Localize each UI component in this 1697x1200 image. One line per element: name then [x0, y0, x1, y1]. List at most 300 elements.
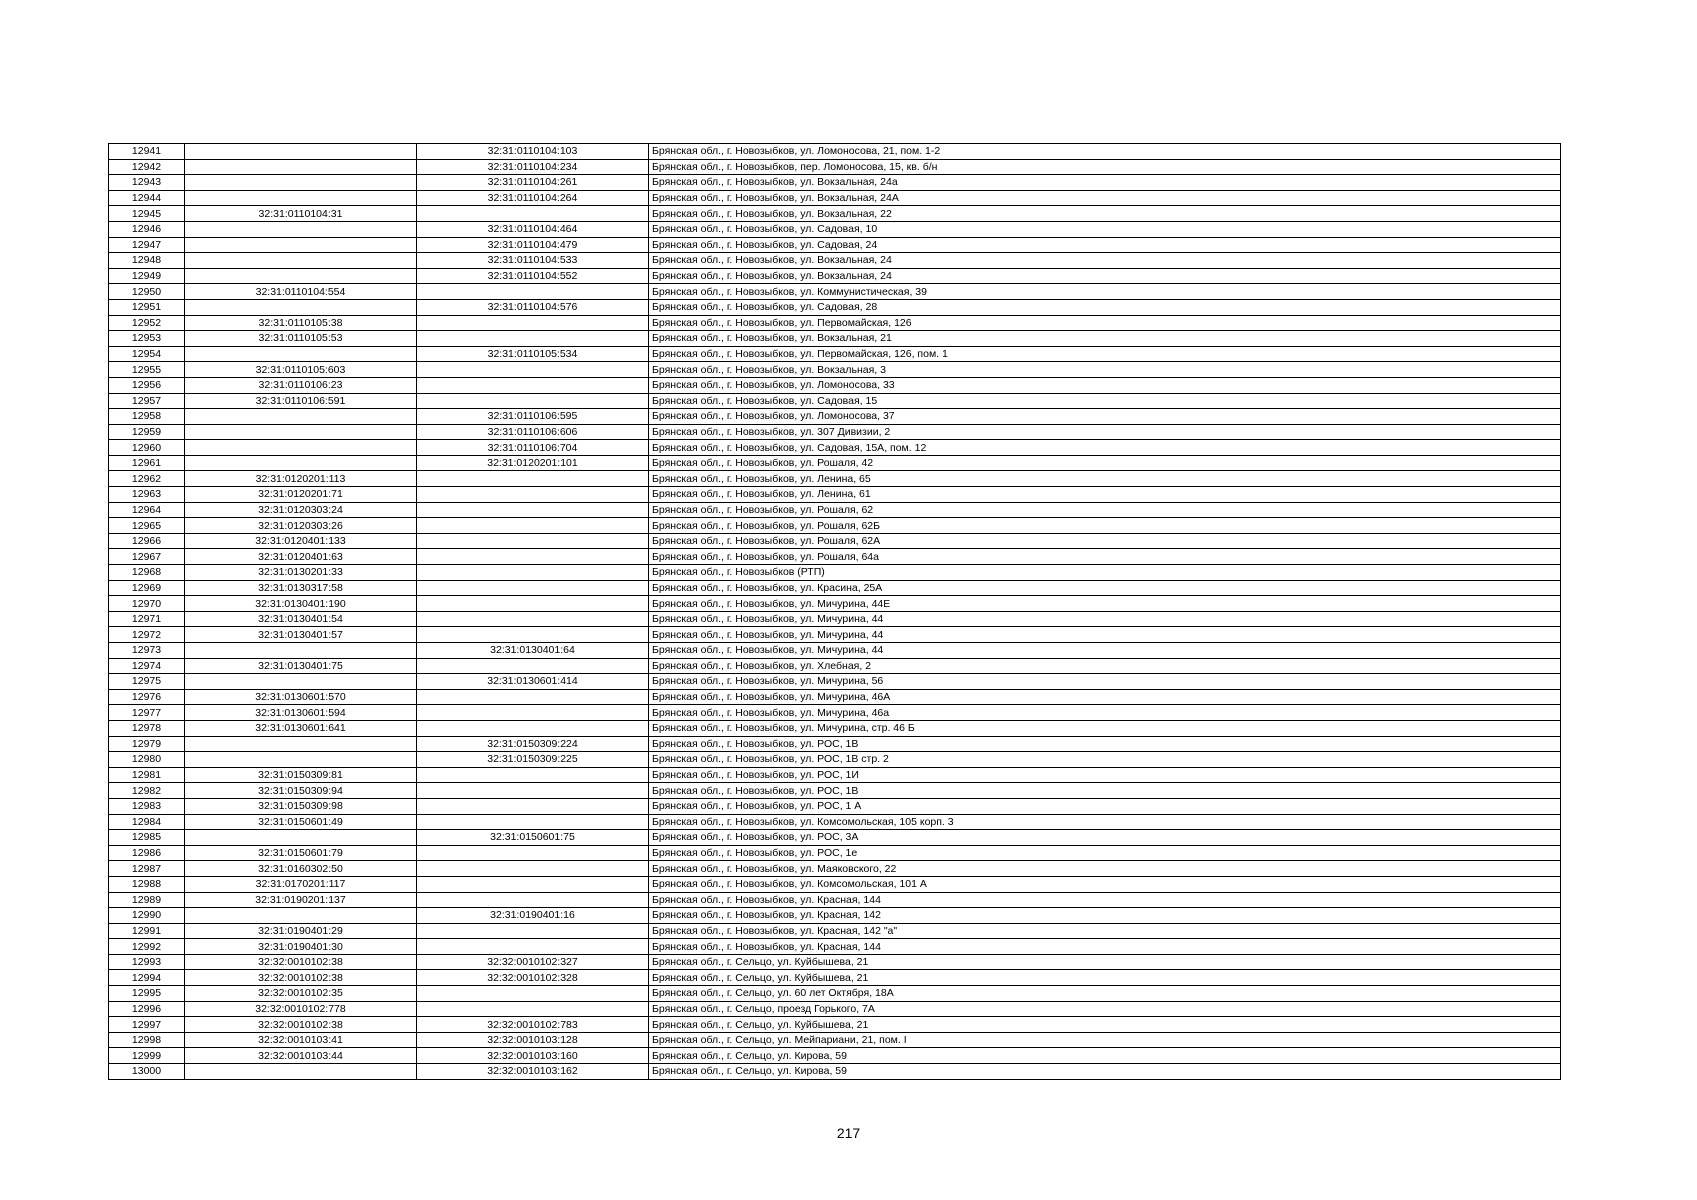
address-cell: Брянская обл., г. Новозыбков, ул. РОС, 1В: [649, 783, 1561, 799]
row-number-cell: 12948: [109, 253, 185, 269]
parcel-number-cell: 32:32:0010102:38: [185, 954, 417, 970]
address-cell: Брянская обл., г. Новозыбков (РТП): [649, 565, 1561, 581]
table-row: [109, 159, 1561, 175]
address-cell: Брянская обл., г. Сельцо, ул. Мейпариани, 21, пом. I: [649, 1032, 1561, 1048]
parcel-number-cell: [185, 674, 417, 690]
parcel-number-cell: [185, 1064, 417, 1080]
row-number-cell: 12993: [109, 954, 185, 970]
table-row: [109, 892, 1561, 908]
address-cell: Брянская обл., г. Новозыбков, ул. Мичурина, 44: [649, 627, 1561, 643]
parcel-number-cell: 32:31:0110104:554: [185, 284, 417, 300]
parcel-number-cell: 32:32:0010103:41: [185, 1032, 417, 1048]
address-cell: Брянская обл., г. Новозыбков, ул. Красина, 25А: [649, 580, 1561, 596]
table-row: [109, 908, 1561, 924]
object-number-cell: [417, 518, 649, 534]
table-row: [109, 346, 1561, 362]
object-number-cell: 32:31:0190401:16: [417, 908, 649, 924]
row-number-cell: 12956: [109, 377, 185, 393]
table-row: [109, 471, 1561, 487]
row-number-cell: 12986: [109, 845, 185, 861]
address-cell: Брянская обл., г. Новозыбков, ул. РОС, 1В стр. 2: [649, 752, 1561, 768]
address-cell: Брянская обл., г. Новозыбков, ул. Рошаля, 42: [649, 455, 1561, 471]
table-row: [109, 767, 1561, 783]
table-row: [109, 487, 1561, 503]
table-row: [109, 440, 1561, 456]
address-cell: Брянская обл., г. Новозыбков, ул. Садовая, 15А, пом. 12: [649, 440, 1561, 456]
row-number-cell: 12955: [109, 362, 185, 378]
table-row: [109, 315, 1561, 331]
parcel-number-cell: 32:31:0130401:75: [185, 658, 417, 674]
parcel-number-cell: [185, 221, 417, 237]
parcel-number-cell: [185, 159, 417, 175]
address-cell: Брянская обл., г. Новозыбков, ул. Садовая, 15: [649, 393, 1561, 409]
row-number-cell: 12947: [109, 237, 185, 253]
parcel-number-cell: [185, 455, 417, 471]
row-number-cell: 12974: [109, 658, 185, 674]
object-number-cell: 32:31:0110104:464: [417, 221, 649, 237]
parcel-number-cell: 32:31:0190201:137: [185, 892, 417, 908]
row-number-cell: 12952: [109, 315, 185, 331]
object-number-cell: 32:31:0110104:261: [417, 175, 649, 191]
parcel-number-cell: [185, 299, 417, 315]
row-number-cell: 12961: [109, 455, 185, 471]
table-row: [109, 861, 1561, 877]
object-number-cell: [417, 939, 649, 955]
address-cell: Брянская обл., г. Новозыбков, ул. Коммунистическая, 39: [649, 284, 1561, 300]
table-row: [109, 705, 1561, 721]
table-row: [109, 1017, 1561, 1033]
table-row: [109, 549, 1561, 565]
row-number-cell: 12997: [109, 1017, 185, 1033]
table-row: [109, 596, 1561, 612]
parcel-number-cell: 32:31:0190401:29: [185, 923, 417, 939]
address-cell: Брянская обл., г. Новозыбков, ул. Садовая, 10: [649, 221, 1561, 237]
parcel-number-cell: 32:31:0120201:113: [185, 471, 417, 487]
object-number-cell: [417, 565, 649, 581]
table-row: [109, 643, 1561, 659]
object-number-cell: [417, 861, 649, 877]
row-number-cell: 12991: [109, 923, 185, 939]
table-row: [109, 175, 1561, 191]
address-cell: Брянская обл., г. Новозыбков, ул. Мичурина, 46А: [649, 689, 1561, 705]
row-number-cell: 12995: [109, 986, 185, 1002]
table-row: [109, 798, 1561, 814]
table-row: [109, 1032, 1561, 1048]
table-row: [109, 518, 1561, 534]
row-number-cell: 12943: [109, 175, 185, 191]
object-number-cell: [417, 720, 649, 736]
object-number-cell: 32:31:0110106:606: [417, 424, 649, 440]
row-number-cell: 12951: [109, 299, 185, 315]
parcel-number-cell: 32:31:0150309:94: [185, 783, 417, 799]
row-number-cell: 12989: [109, 892, 185, 908]
parcel-number-cell: [185, 752, 417, 768]
row-number-cell: 12973: [109, 643, 185, 659]
table-row: [109, 954, 1561, 970]
registry-table-body: [109, 144, 1561, 1080]
parcel-number-cell: 32:31:0120401:133: [185, 533, 417, 549]
address-cell: Брянская обл., г. Сельцо, ул. Куйбышева, 21: [649, 954, 1561, 970]
row-number-cell: 12988: [109, 876, 185, 892]
table-row: [109, 627, 1561, 643]
table-row: [109, 580, 1561, 596]
parcel-number-cell: 32:32:0010102:38: [185, 1017, 417, 1033]
parcel-number-cell: [185, 253, 417, 269]
address-cell: Брянская обл., г. Новозыбков, ул. Маяковского, 22: [649, 861, 1561, 877]
row-number-cell: 12957: [109, 393, 185, 409]
object-number-cell: [417, 705, 649, 721]
object-number-cell: [417, 845, 649, 861]
object-number-cell: 32:32:0010102:327: [417, 954, 649, 970]
address-cell: Брянская обл., г. Новозыбков, ул. Вокзальная, 24: [649, 253, 1561, 269]
address-cell: Брянская обл., г. Новозыбков, ул. Рошаля, 62Б: [649, 518, 1561, 534]
parcel-number-cell: 32:31:0110106:591: [185, 393, 417, 409]
table-row: [109, 611, 1561, 627]
address-cell: Брянская обл., г. Новозыбков, ул. Ломоносова, 37: [649, 409, 1561, 425]
parcel-number-cell: [185, 175, 417, 191]
object-number-cell: [417, 1001, 649, 1017]
table-row: [109, 565, 1561, 581]
object-number-cell: [417, 876, 649, 892]
address-cell: Брянская обл., г. Сельцо, ул. Кирова, 59: [649, 1064, 1561, 1080]
table-row: [109, 689, 1561, 705]
address-cell: Брянская обл., г. Новозыбков, ул. Ломоносова, 21, пом. 1-2: [649, 144, 1561, 160]
object-number-cell: 32:31:0130601:414: [417, 674, 649, 690]
address-cell: Брянская обл., г. Новозыбков, ул. Рошаля, 62: [649, 502, 1561, 518]
object-number-cell: [417, 393, 649, 409]
table-row: [109, 658, 1561, 674]
object-number-cell: [417, 471, 649, 487]
object-number-cell: 32:32:0010102:328: [417, 970, 649, 986]
parcel-number-cell: 32:31:0130401:190: [185, 596, 417, 612]
parcel-number-cell: [185, 830, 417, 846]
row-number-cell: 12960: [109, 440, 185, 456]
address-cell: Брянская обл., г. Сельцо, ул. Кирова, 59: [649, 1048, 1561, 1064]
address-cell: Брянская обл., г. Новозыбков, ул. Вокзальная, 3: [649, 362, 1561, 378]
row-number-cell: 12979: [109, 736, 185, 752]
table-row: [109, 736, 1561, 752]
table-row: [109, 268, 1561, 284]
parcel-number-cell: 32:31:0150309:81: [185, 767, 417, 783]
object-number-cell: 32:31:0110106:595: [417, 409, 649, 425]
table-row: [109, 409, 1561, 425]
row-number-cell: 12981: [109, 767, 185, 783]
row-number-cell: 12982: [109, 783, 185, 799]
row-number-cell: 12950: [109, 284, 185, 300]
table-row: [109, 221, 1561, 237]
row-number-cell: 12966: [109, 533, 185, 549]
parcel-number-cell: 32:31:0130601:641: [185, 720, 417, 736]
object-number-cell: [417, 923, 649, 939]
parcel-number-cell: 32:32:0010103:44: [185, 1048, 417, 1064]
object-number-cell: [417, 377, 649, 393]
object-number-cell: [417, 362, 649, 378]
object-number-cell: [417, 627, 649, 643]
parcel-number-cell: [185, 908, 417, 924]
parcel-number-cell: [185, 409, 417, 425]
row-number-cell: 12977: [109, 705, 185, 721]
row-number-cell: 12963: [109, 487, 185, 503]
parcel-number-cell: [185, 190, 417, 206]
address-cell: Брянская обл., г. Новозыбков, ул. Мичурина, 44: [649, 643, 1561, 659]
parcel-number-cell: 32:31:0160302:50: [185, 861, 417, 877]
table-row: [109, 783, 1561, 799]
page-number: 217: [836, 1125, 861, 1141]
address-cell: Брянская обл., г. Новозыбков, ул. Красная, 144: [649, 939, 1561, 955]
parcel-number-cell: 32:31:0190401:30: [185, 939, 417, 955]
parcel-number-cell: 32:31:0130401:54: [185, 611, 417, 627]
row-number-cell: 12962: [109, 471, 185, 487]
parcel-number-cell: [185, 346, 417, 362]
table-row: [109, 830, 1561, 846]
row-number-cell: 12972: [109, 627, 185, 643]
row-number-cell: 12996: [109, 1001, 185, 1017]
row-number-cell: 12968: [109, 565, 185, 581]
address-cell: Брянская обл., г. Сельцо, ул. Куйбышева, 21: [649, 1017, 1561, 1033]
object-number-cell: 32:31:0110104:576: [417, 299, 649, 315]
row-number-cell: 12949: [109, 268, 185, 284]
object-number-cell: 32:31:0150601:75: [417, 830, 649, 846]
parcel-number-cell: 32:31:0150601:79: [185, 845, 417, 861]
parcel-number-cell: [185, 144, 417, 160]
row-number-cell: 12983: [109, 798, 185, 814]
parcel-number-cell: 32:31:0120201:71: [185, 487, 417, 503]
object-number-cell: 32:31:0150309:225: [417, 752, 649, 768]
object-number-cell: [417, 783, 649, 799]
object-number-cell: [417, 487, 649, 503]
address-cell: Брянская обл., г. Новозыбков, ул. Вокзальная, 22: [649, 206, 1561, 222]
address-cell: Брянская обл., г. Новозыбков, ул. Вокзальная, 24: [649, 268, 1561, 284]
object-number-cell: 32:31:0110104:533: [417, 253, 649, 269]
table-row: [109, 674, 1561, 690]
address-cell: Брянская обл., г. Новозыбков, ул. Мичурина, 46а: [649, 705, 1561, 721]
table-row: [109, 923, 1561, 939]
object-number-cell: [417, 596, 649, 612]
row-number-cell: 12953: [109, 331, 185, 347]
row-number-cell: 12944: [109, 190, 185, 206]
row-number-cell: 12970: [109, 596, 185, 612]
parcel-number-cell: 32:31:0120401:63: [185, 549, 417, 565]
table-row: [109, 331, 1561, 347]
address-cell: Брянская обл., г. Новозыбков, ул. Вокзальная, 21: [649, 331, 1561, 347]
address-cell: Брянская обл., г. Новозыбков, ул. Рошаля, 64а: [649, 549, 1561, 565]
parcel-number-cell: 32:31:0110105:38: [185, 315, 417, 331]
table-row: [109, 237, 1561, 253]
row-number-cell: 12999: [109, 1048, 185, 1064]
object-number-cell: [417, 549, 649, 565]
object-number-cell: [417, 986, 649, 1002]
object-number-cell: 32:31:0110105:534: [417, 346, 649, 362]
table-row: [109, 253, 1561, 269]
table-row: [109, 377, 1561, 393]
address-cell: Брянская обл., г. Новозыбков, ул. Рошаля, 62А: [649, 533, 1561, 549]
table-row: [109, 752, 1561, 768]
object-number-cell: [417, 658, 649, 674]
object-number-cell: 32:32:0010103:160: [417, 1048, 649, 1064]
row-number-cell: 12959: [109, 424, 185, 440]
table-row: [109, 533, 1561, 549]
table-row: [109, 814, 1561, 830]
row-number-cell: 12941: [109, 144, 185, 160]
address-cell: Брянская обл., г. Новозыбков, ул. Мичурина, 44Е: [649, 596, 1561, 612]
parcel-number-cell: [185, 424, 417, 440]
parcel-number-cell: 32:31:0150309:98: [185, 798, 417, 814]
object-number-cell: 32:31:0110104:552: [417, 268, 649, 284]
table-row: [109, 299, 1561, 315]
address-cell: Брянская обл., г. Сельцо, проезд Горького, 7А: [649, 1001, 1561, 1017]
address-cell: Брянская обл., г. Новозыбков, ул. Первомайская, 126, пом. 1: [649, 346, 1561, 362]
parcel-number-cell: [185, 643, 417, 659]
object-number-cell: 32:31:0130401:64: [417, 643, 649, 659]
table-row: [109, 970, 1561, 986]
address-cell: Брянская обл., г. Новозыбков, ул. РОС, 1И: [649, 767, 1561, 783]
row-number-cell: 12971: [109, 611, 185, 627]
row-number-cell: 12994: [109, 970, 185, 986]
parcel-number-cell: 32:31:0150601:49: [185, 814, 417, 830]
object-number-cell: 32:31:0110104:479: [417, 237, 649, 253]
row-number-cell: 12998: [109, 1032, 185, 1048]
parcel-number-cell: [185, 736, 417, 752]
parcel-number-cell: 32:31:0130317:58: [185, 580, 417, 596]
object-number-cell: [417, 798, 649, 814]
table-row: [109, 284, 1561, 300]
object-number-cell: [417, 502, 649, 518]
parcel-number-cell: 32:31:0110104:31: [185, 206, 417, 222]
address-cell: Брянская обл., г. Сельцо, ул. Куйбышева, 21: [649, 970, 1561, 986]
address-cell: Брянская обл., г. Новозыбков, ул. Садовая, 24: [649, 237, 1561, 253]
object-number-cell: [417, 689, 649, 705]
parcel-number-cell: [185, 237, 417, 253]
address-cell: Брянская обл., г. Новозыбков, ул. Красная, 142: [649, 908, 1561, 924]
table-row: [109, 502, 1561, 518]
row-number-cell: 12992: [109, 939, 185, 955]
parcel-number-cell: 32:31:0130201:33: [185, 565, 417, 581]
address-cell: Брянская обл., г. Новозыбков, ул. Вокзальная, 24а: [649, 175, 1561, 191]
row-number-cell: 13000: [109, 1064, 185, 1080]
table-row: [109, 190, 1561, 206]
address-cell: Брянская обл., г. Новозыбков, ул. Ломоносова, 33: [649, 377, 1561, 393]
object-number-cell: 32:31:0110104:234: [417, 159, 649, 175]
address-cell: Брянская обл., г. Новозыбков, ул. 307 Дивизии, 2: [649, 424, 1561, 440]
address-cell: Брянская обл., г. Новозыбков, ул. РОС, 1е: [649, 845, 1561, 861]
object-number-cell: [417, 315, 649, 331]
table-row: [109, 1064, 1561, 1080]
parcel-number-cell: 32:31:0130401:57: [185, 627, 417, 643]
parcel-number-cell: 32:31:0170201:117: [185, 876, 417, 892]
object-number-cell: [417, 331, 649, 347]
address-cell: Брянская обл., г. Новозыбков, ул. Хлебная, 2: [649, 658, 1561, 674]
parcel-number-cell: 32:31:0130601:594: [185, 705, 417, 721]
object-number-cell: 32:31:0110104:103: [417, 144, 649, 160]
address-cell: Брянская обл., г. Новозыбков, ул. Комсомольская, 105 корп. 3: [649, 814, 1561, 830]
parcel-number-cell: [185, 440, 417, 456]
address-cell: Брянская обл., г. Новозыбков, ул. Мичурина, 56: [649, 674, 1561, 690]
parcel-number-cell: 32:31:0110105:603: [185, 362, 417, 378]
address-cell: Брянская обл., г. Новозыбков, ул. РОС, 1 А: [649, 798, 1561, 814]
table-row: [109, 206, 1561, 222]
table-row: [109, 393, 1561, 409]
object-number-cell: 32:32:0010102:783: [417, 1017, 649, 1033]
object-number-cell: 32:32:0010103:162: [417, 1064, 649, 1080]
object-number-cell: [417, 206, 649, 222]
object-number-cell: 32:31:0110104:264: [417, 190, 649, 206]
row-number-cell: 12946: [109, 221, 185, 237]
object-number-cell: [417, 767, 649, 783]
row-number-cell: 12990: [109, 908, 185, 924]
address-cell: Брянская обл., г. Новозыбков, ул. Красная, 144: [649, 892, 1561, 908]
object-number-cell: 32:32:0010103:128: [417, 1032, 649, 1048]
table-row: [109, 455, 1561, 471]
row-number-cell: 12954: [109, 346, 185, 362]
address-cell: Брянская обл., г. Сельцо, ул. 60 лет Октября, 18А: [649, 986, 1561, 1002]
row-number-cell: 12978: [109, 720, 185, 736]
parcel-number-cell: 32:31:0120303:24: [185, 502, 417, 518]
parcel-number-cell: 32:32:0010102:38: [185, 970, 417, 986]
address-cell: Брянская обл., г. Новозыбков, ул. Садовая, 28: [649, 299, 1561, 315]
parcel-number-cell: [185, 268, 417, 284]
parcel-number-cell: 32:31:0130601:570: [185, 689, 417, 705]
address-cell: Брянская обл., г. Новозыбков, ул. Ленина, 65: [649, 471, 1561, 487]
object-number-cell: [417, 533, 649, 549]
table-row: [109, 876, 1561, 892]
object-number-cell: [417, 284, 649, 300]
row-number-cell: 12969: [109, 580, 185, 596]
object-number-cell: [417, 814, 649, 830]
parcel-number-cell: 32:32:0010102:778: [185, 1001, 417, 1017]
row-number-cell: 12976: [109, 689, 185, 705]
address-cell: Брянская обл., г. Новозыбков, ул. Вокзальная, 24А: [649, 190, 1561, 206]
table-row: [109, 845, 1561, 861]
table-row: [109, 1048, 1561, 1064]
address-cell: Брянская обл., г. Новозыбков, ул. РОС, 3А: [649, 830, 1561, 846]
registry-table: [108, 143, 1561, 1080]
row-number-cell: 12980: [109, 752, 185, 768]
address-cell: Брянская обл., г. Новозыбков, ул. Первомайская, 126: [649, 315, 1561, 331]
row-number-cell: 12964: [109, 502, 185, 518]
table-row: [109, 720, 1561, 736]
row-number-cell: 12965: [109, 518, 185, 534]
address-cell: Брянская обл., г. Новозыбков, ул. Ленина, 61: [649, 487, 1561, 503]
row-number-cell: 12975: [109, 674, 185, 690]
address-cell: Брянская обл., г. Новозыбков, пер. Ломоносова, 15, кв. б/н: [649, 159, 1561, 175]
parcel-number-cell: 32:31:0110105:53: [185, 331, 417, 347]
table-row: [109, 424, 1561, 440]
table-row: [109, 144, 1561, 160]
row-number-cell: 12967: [109, 549, 185, 565]
row-number-cell: 12984: [109, 814, 185, 830]
row-number-cell: 12958: [109, 409, 185, 425]
parcel-number-cell: 32:32:0010102:35: [185, 986, 417, 1002]
table-row: [109, 939, 1561, 955]
row-number-cell: 12942: [109, 159, 185, 175]
address-cell: Брянская обл., г. Новозыбков, ул. Комсомольская, 101 А: [649, 876, 1561, 892]
row-number-cell: 12985: [109, 830, 185, 846]
table-row: [109, 986, 1561, 1002]
address-cell: Брянская обл., г. Новозыбков, ул. РОС, 1В: [649, 736, 1561, 752]
parcel-number-cell: 32:31:0120303:26: [185, 518, 417, 534]
address-cell: Брянская обл., г. Новозыбков, ул. Мичурина, стр. 46 Б: [649, 720, 1561, 736]
parcel-number-cell: 32:31:0110106:23: [185, 377, 417, 393]
address-cell: Брянская обл., г. Новозыбков, ул. Красная, 142 "а": [649, 923, 1561, 939]
object-number-cell: 32:31:0120201:101: [417, 455, 649, 471]
address-cell: Брянская обл., г. Новозыбков, ул. Мичурина, 44: [649, 611, 1561, 627]
row-number-cell: 12945: [109, 206, 185, 222]
object-number-cell: [417, 892, 649, 908]
object-number-cell: 32:31:0110106:704: [417, 440, 649, 456]
table-row: [109, 362, 1561, 378]
row-number-cell: 12987: [109, 861, 185, 877]
object-number-cell: 32:31:0150309:224: [417, 736, 649, 752]
